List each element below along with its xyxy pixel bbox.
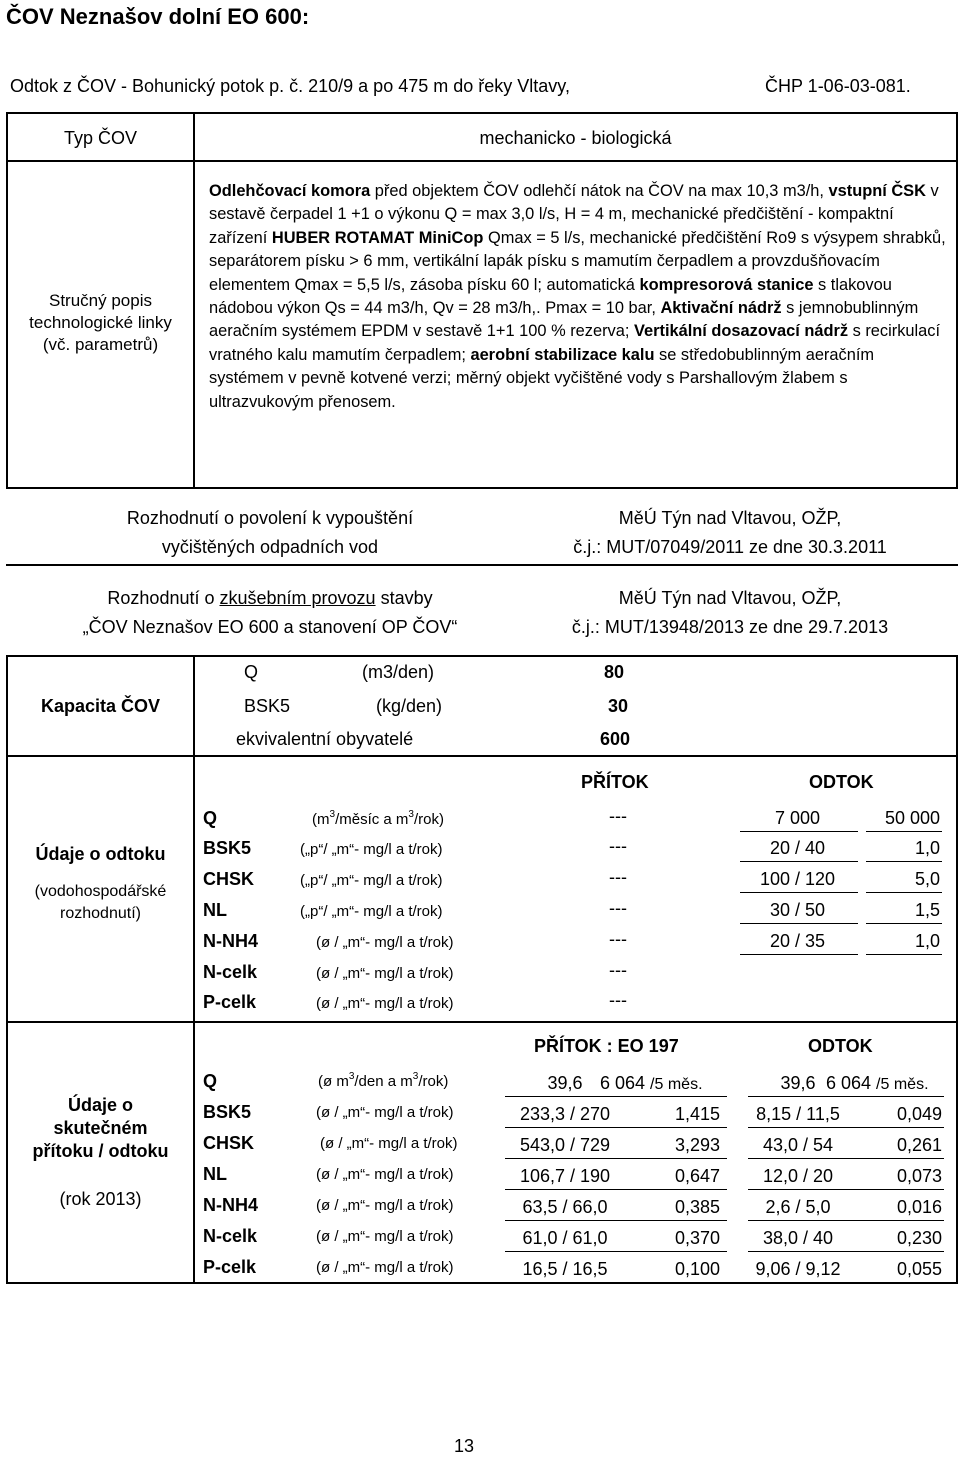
actual-param: N-NH4 [203,1195,259,1215]
actual-underline [505,1189,727,1190]
unit-part: (ø / „m“- mg/l a t/rok) [316,1197,454,1214]
limit-inflow: --- [609,806,627,826]
actual-underline [505,1220,727,1221]
unit-part: („p“/ „m“- mg/l a t/rok) [300,841,443,858]
capacity-value: 600 [600,729,631,749]
actual-outflow-conc: 38,0 / 40 [762,1228,834,1248]
actual-underline [505,1251,727,1252]
actual-inflow-conc: 63,5 / 66,0 [522,1197,608,1217]
actual-underline [505,1158,727,1159]
actual-outflow-conc: 39,6 [780,1073,816,1093]
unit-part: („p“/ „m“- mg/l a t/rok) [300,903,443,920]
limit-underline [740,861,858,862]
unit-part: (ø / „m“- mg/l a t/rok) [320,1135,458,1152]
row-unit [316,1197,454,1214]
limit-outflow-load: 5,0 [914,869,940,889]
actual-year: (rok 2013) [59,1189,142,1209]
actual-outflow-load [826,1073,946,1094]
limit-inflow: --- [609,929,627,949]
actual-outflow-conc: 2,6 / 5,0 [765,1197,831,1217]
row-unit [316,1228,454,1245]
actual-inflow-load [600,1166,720,1187]
limit-outflow-conc: 7 000 [774,808,821,828]
decision-2-right-2: č.j.: MUT/13948/2013 ze dne 29.7.2013 [571,617,889,637]
actual-param: NL [203,1164,227,1184]
row-unit [300,872,443,889]
actual-inflow-load-value: 0,385 [674,1197,720,1217]
unit-part: 3 [412,1071,419,1082]
limit-inflow: --- [609,836,627,856]
row-unit [300,903,443,920]
outflow-col-outflow: ODTOK [809,772,874,792]
description-run: s jemnobublinným aeračním systémem EPDM v sestavě 1+1 100 % rezerva; [209,299,919,341]
outflow-col-inflow: PŘÍTOK [581,772,649,792]
actual-inflow-load [600,1197,720,1218]
actual-underline [505,1127,727,1128]
decision-2-left-1c: stavby [375,588,433,608]
description-label-2: technologické linky [29,313,172,332]
unit-part: (ø m [318,1073,349,1090]
description-text [209,180,949,414]
actual-outflow-load [822,1166,942,1187]
limit-param: N-celk [203,962,258,982]
limit-underline [740,892,858,893]
actual-param: Q [203,1071,218,1091]
actual-outflow-load [822,1197,942,1218]
description-run: s recirkulací vratného kalu mamutím čerpadlem; [209,322,941,364]
description-bold-run: kompresorová stanice [639,275,814,294]
actual-inflow-conc: 106,7 / 190 [519,1166,611,1186]
actual-underline [748,1220,944,1221]
actual-inflow-load [600,1104,720,1125]
unit-part: 3 [408,809,414,820]
row-unit [316,965,454,982]
unit-part: 3 [329,809,336,820]
type-value: mechanicko - biologická [479,128,672,148]
row-unit [318,1073,448,1090]
actual-inflow-conc: 543,0 / 729 [519,1135,611,1155]
description-label-1: Stručný popis [49,291,152,310]
actual-inflow-conc: 233,3 / 270 [519,1104,611,1124]
row-unit [316,1166,454,1183]
actual-param: BSK5 [203,1102,252,1122]
actual-underline [748,1127,944,1128]
actual-inflow-load [600,1228,720,1249]
description-bold-run: Odlehčovací komora [209,182,371,200]
decision-2-left-1b: zkušebním provozu [219,588,376,608]
limit-outflow-load: 1,0 [914,838,940,858]
actual-inflow-conc: 61,0 / 61,0 [522,1228,608,1248]
limit-param: NL [203,900,227,920]
decision-2-right-1: MěÚ Týn nad Vltavou, OŽP, [618,588,842,608]
actual-inflow-load-value: 0,647 [674,1166,720,1186]
decision-1-right-1: MěÚ Týn nad Vltavou, OŽP, [618,508,842,528]
actual-outflow-load-value: 0,049 [896,1104,942,1124]
unit-part: (ø / „m“- mg/l a t/rok) [316,995,454,1012]
unit-part: /rok) [413,811,444,828]
description-run: v sestavě čerpadel 1 +1 o výkonu Q = max 3,0 l/s, H = 4 m, mechanické předčištění - kompaktní zařízení [209,182,939,247]
limit-underline [866,831,942,832]
actual-outflow-load-value: 0,073 [896,1166,942,1186]
decision-2-left-2: „ČOV Neznašov EO 600 a stanovení OP ČOV“ [82,617,458,637]
actual-outflow-load-value: 0,055 [896,1259,942,1279]
actual-outflow-conc: 12,0 / 20 [762,1166,834,1186]
actual-underline [748,1096,944,1097]
actual-underline [748,1251,944,1252]
row-unit [312,811,444,828]
actual-outflow-conc: 9,06 / 9,12 [755,1259,841,1279]
unit-part: (ø / „m“- mg/l a t/rok) [316,1104,454,1121]
row-unit [316,1259,454,1276]
actual-inflow-load-value: 6 064 [600,1073,651,1093]
row-unit [316,995,454,1012]
description-run: Qmax = 5 l/s, mechanické předčištění Ro9 s výsypem shrabků, separátorem písku > 6 mm, vertikální lapák písku s mamutím čerpadlem a provzdušňovacím elementem Qmax = 5,5 l/s, zásoba písku 60 l; automatická [209,228,946,294]
unit-part: (ø / „m“- mg/l a t/rok) [316,1259,454,1276]
capacity-unit: (m3/den) [362,662,435,682]
actual-inflow-load-value: 0,100 [674,1259,720,1279]
actual-underline [748,1189,944,1190]
decision-2-left-1a: Rozhodnutí o [107,588,220,608]
page-number: 13 [454,1436,475,1456]
actual-inflow-conc: 39,6 [547,1073,583,1093]
actual-outflow-load [822,1104,942,1125]
unit-part: (ø / „m“- mg/l a t/rok) [316,965,454,982]
limit-param: P-celk [203,992,257,1012]
actual-underline [748,1158,944,1159]
unit-part: („p“/ „m“- mg/l a t/rok) [300,872,443,889]
limit-outflow-load: 1,0 [914,931,940,951]
actual-inflow-load-value: 1,415 [674,1104,720,1124]
actual-underline [748,1282,944,1283]
limit-underline [866,923,942,924]
outflow-sublabel-2: rozhodnutí) [60,905,141,922]
description-bold-run: HUBER ROTAMAT MiniCop [271,228,484,247]
limit-underline [866,954,942,955]
actual-label-2: skutečném [53,1118,148,1138]
actual-outflow-conc: 43,0 / 54 [762,1135,834,1155]
actual-col-outflow: ODTOK [808,1036,873,1056]
actual-outflow-load-value: 0,261 [896,1135,942,1155]
limit-param: N-NH4 [203,931,259,951]
actual-col-inflow: PŘÍTOK : EO 197 [534,1036,679,1056]
unit-part: (ø / „m“- mg/l a t/rok) [316,1228,454,1245]
capacity-param: ekvivalentní obyvatelé [236,729,414,749]
outflow-label: Údaje o odtoku [35,844,166,864]
actual-inflow-load [600,1073,720,1094]
description-run: s tlakovou nádobou výkon Qs = 44 m3/h, Qv = 28 m3/h,. Pmax = 10 bar, [209,275,892,318]
description-run: před objektem ČOV odlehčí nátok na ČOV na max 10,3 m3/h, [370,182,829,200]
limit-underline [740,923,858,924]
capacity-param: Q [244,662,259,682]
unit-part: (ø / „m“- mg/l a t/rok) [316,934,454,951]
limit-underline [740,831,858,832]
actual-outflow-load-value: 0,230 [896,1228,942,1248]
actual-outflow-load [822,1228,942,1249]
unit-part: /den a m [354,1073,413,1090]
limit-inflow: --- [609,990,627,1010]
description-bold-run: vstupní ČSK [828,182,926,200]
type-label: Typ ČOV [63,128,138,148]
actual-underline [505,1282,727,1283]
limit-inflow: --- [609,960,627,980]
actual-label-3: přítoku / odtoku [32,1141,169,1161]
unit-part: /rok) [418,1073,449,1090]
actual-inflow-period: /5 měs. [650,1076,703,1093]
actual-inflow-load [600,1259,720,1280]
description-bold-run: Vertikální dosazovací nádrž [633,322,849,341]
limit-underline [866,861,942,862]
description-bold-run: aerobní stabilizace kalu [470,345,655,364]
unit-part: /měsíc a m [335,811,409,828]
actual-underline [505,1096,727,1097]
limit-underline [740,954,858,955]
actual-param: P-celk [203,1257,257,1277]
actual-outflow-load-value: 6 064 [826,1073,877,1093]
limit-underline [866,892,942,893]
capacity-label: Kapacita ČOV [40,696,161,716]
unit-part: 3 [348,1071,355,1082]
page-title: ČOV Neznašov dolní EO 600: [6,4,310,29]
description-label-3: (vč. parametrů) [42,335,159,354]
actual-inflow-load [600,1135,720,1156]
actual-param: N-celk [203,1226,258,1246]
actual-outflow-load [822,1259,942,1280]
capacity-param: BSK5 [244,696,291,716]
capacity-value: 30 [608,696,629,716]
actual-inflow-load-value: 3,293 [674,1135,720,1155]
limit-inflow: --- [609,898,627,918]
actual-inflow-load-value: 0,370 [674,1228,720,1248]
limit-outflow-conc: 20 / 40 [769,838,826,858]
actual-outflow-load [822,1135,942,1156]
limit-outflow-conc: 30 / 50 [769,900,826,920]
limit-param: BSK5 [203,838,252,858]
actual-outflow-conc: 8,15 / 11,5 [756,1104,840,1124]
row-unit [316,934,454,951]
limit-outflow-conc: 100 / 120 [759,869,836,889]
actual-inflow-conc: 16,5 / 16,5 [522,1259,608,1279]
limit-outflow-load: 1,5 [914,900,940,920]
limit-param: CHSK [203,869,255,889]
description-run: se středobublinným aeračním systémem v pevně kotvené verzi; měrný objekt vyčištěné vody s Parshallovým žlabem s ultrazvukovým přenosem. [209,345,875,411]
actual-outflow-load-value: 0,016 [896,1197,942,1217]
unit-part: (ø / „m“- mg/l a t/rok) [316,1166,454,1183]
discharge-text: Odtok z ČOV - Bohunický potok p. č. 210/9 a po 475 m do řeky Vltavy, [10,76,570,96]
capacity-value: 80 [604,662,625,682]
row-unit [300,841,443,858]
row-unit [320,1135,458,1152]
decision-1-right-2: č.j.: MUT/07049/2011 ze dne 30.3.2011 [573,537,887,557]
description-bold-run: Aktivační nádrž [660,299,782,318]
chp-text: ČHP 1-06-03-081. [765,76,911,96]
actual-param: CHSK [203,1133,255,1153]
decision-1-left-1: Rozhodnutí o povolení k vypouštění [126,508,414,528]
limit-param: Q [203,808,218,828]
outflow-sublabel-1: (vodohospodářské [34,883,167,900]
row-unit [316,1104,454,1121]
limit-outflow-load: 50 000 [884,808,940,828]
actual-outflow-period: /5 měs. [876,1076,929,1093]
unit-part: (m [312,811,330,828]
capacity-unit: (kg/den) [376,696,443,716]
limit-outflow-conc: 20 / 35 [769,931,826,951]
limit-inflow: --- [609,867,627,887]
decision-1-left-2: vyčištěných odpadních vod [161,537,379,557]
actual-label-1: Údaje o [67,1095,133,1115]
